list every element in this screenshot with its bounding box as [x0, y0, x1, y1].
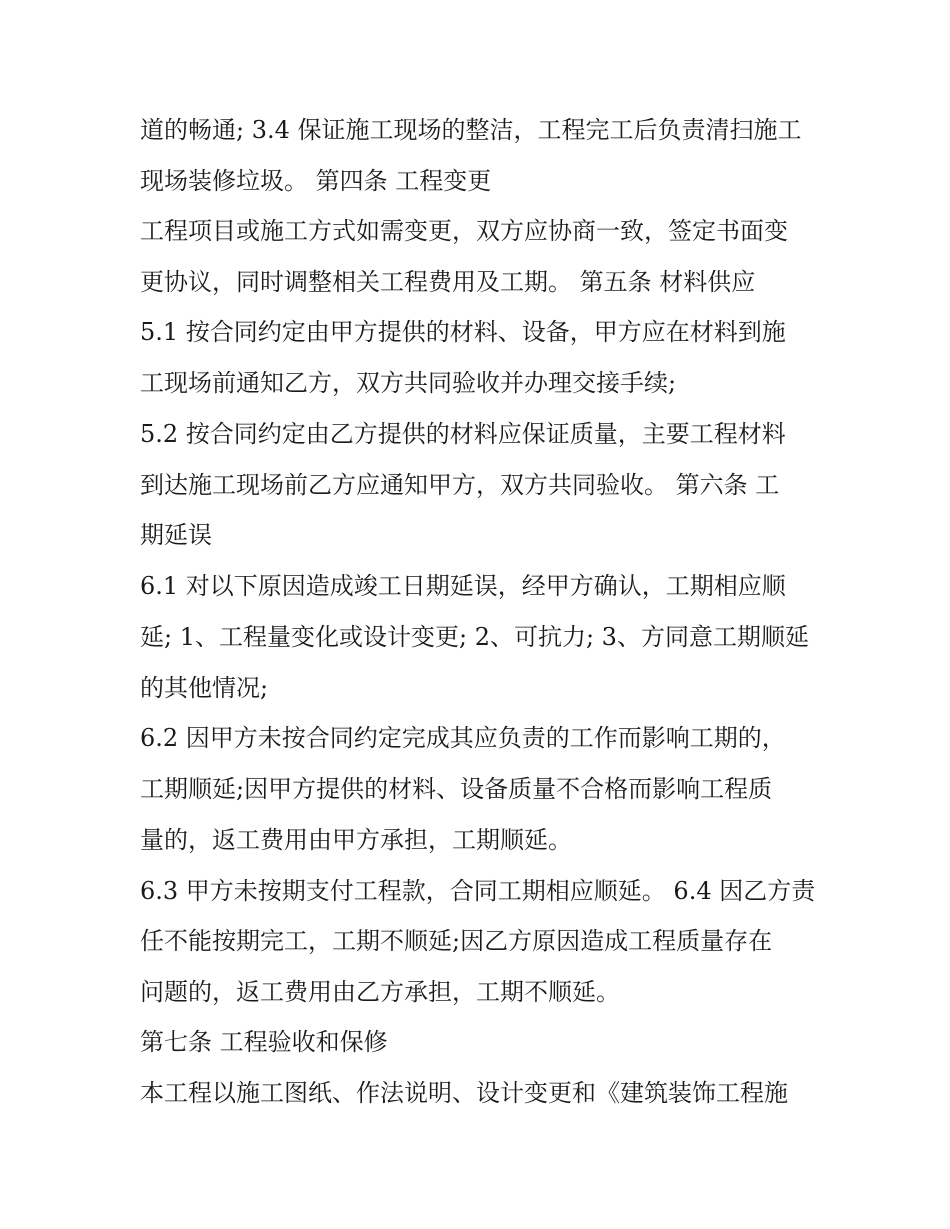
text-line: 5.1 按合同约定由甲方提供的材料、设备，甲方应在材料到施 — [140, 318, 786, 346]
text-line: 本工程以施工图纸、作法说明、设计变更和《建筑装饰工程施 — [140, 1079, 788, 1107]
text-line: 任不能按期完工，工期不顺延;因乙方原因造成工程质量存在 — [140, 927, 773, 955]
text-line: 5.2 按合同约定由乙方提供的材料应保证质量，主要工程材料 — [140, 420, 786, 448]
text-line: 量的，返工费用由甲方承担，工期顺延。 — [140, 826, 572, 854]
text-line: 的其他情况; — [140, 674, 269, 702]
text-line: 6.2 因甲方未按合同约定完成其应负责的工作而影响工期的， — [140, 724, 786, 752]
text-line: 延; 1、工程量变化或设计变更; 2、可抗力; 3、方同意工期顺延 — [140, 623, 809, 651]
text-line: 工期顺延;因甲方提供的材料、设备质量不合格而影响工程质 — [140, 775, 773, 803]
text-line: 工现场前通知乙方，双方共同验收并办理交接手续; — [140, 369, 677, 397]
text-line: 现场装修垃圾。 第四条 工程变更 — [140, 167, 492, 195]
text-line: 到达施工现场前乙方应通知甲方，双方共同验收。 第六条 工 — [140, 471, 780, 499]
text-line: 第七条 工程验收和保修 — [140, 1028, 388, 1056]
text-line: 更协议，同时调整相关工程费用及工期。 第五条 材料供应 — [140, 268, 756, 296]
text-line: 工程项目或施工方式如需变更，双方应协商一致，签定书面变 — [140, 217, 788, 245]
text-line: 6.1 对以下原因造成竣工日期延误，经甲方确认，工期相应顺 — [140, 572, 786, 600]
text-line: 6.3 甲方未按期支付工程款，合同工期相应顺延。 6.4 因乙方责 — [140, 877, 816, 905]
text-line: 问题的，返工费用由乙方承担，工期不顺延。 — [140, 978, 620, 1006]
text-line: 期延误 — [140, 521, 212, 549]
text-line: 道的畅通; 3.4 保证施工现场的整洁，工程完工后负责清扫施工 — [140, 116, 802, 144]
